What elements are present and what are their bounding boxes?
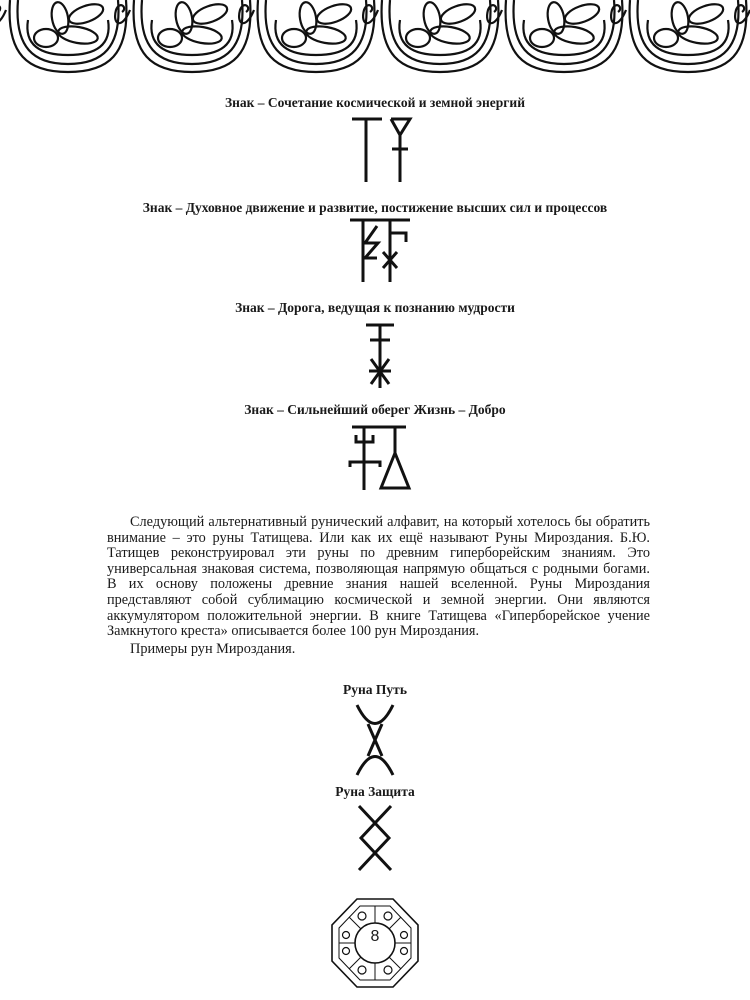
body-text <box>107 515 650 657</box>
sign-symbol-3 <box>366 325 394 388</box>
rune-zashchita-symbol <box>359 806 391 870</box>
rune-heading-zashchita: Руна Защита <box>335 784 415 799</box>
paragraph-2: Примеры рун Мироздания. <box>130 640 296 657</box>
paragraph-1: Следующий альтернативный рунический алфавит, на который хотелось бы обратить внимание – это руны Татищева. Или как их ещё называют Руны Мироздания. Б.Ю. Татищев реконструировал эти руны по древним гиперборейским знаниям. Это универсальная знаковая система, позволяющая напрямую общаться с родными богами. В их основу положены древние знания нашей вселенной. Руны Мироздания представляют собой сублимацию космической и земной энергии. Они являются аккумулятором положительной энергии. В книге Татищева «Гиперборейское учение Замкнутого креста» описывается более 100 рун Мироздания. <box>107 514 650 640</box>
sign-heading-4: Знак – Сильнейший оберег Жизнь – Добро <box>244 402 506 417</box>
sign-symbol-1 <box>352 119 410 182</box>
sign-heading-3: Знак – Дорога, ведущая к познанию мудрости <box>235 300 515 315</box>
sign-symbol-2 <box>350 220 410 282</box>
page-number: 8 <box>370 928 380 945</box>
rune-put-symbol <box>357 705 393 775</box>
rune-heading-put: Руна Путь <box>343 682 407 697</box>
sign-heading-1: Знак – Сочетание космической и земной энергий <box>225 95 525 110</box>
sign-symbol-4 <box>350 427 409 490</box>
sign-heading-2: Знак – Духовное движение и развитие, постижение высших сил и процессов <box>142 200 608 215</box>
